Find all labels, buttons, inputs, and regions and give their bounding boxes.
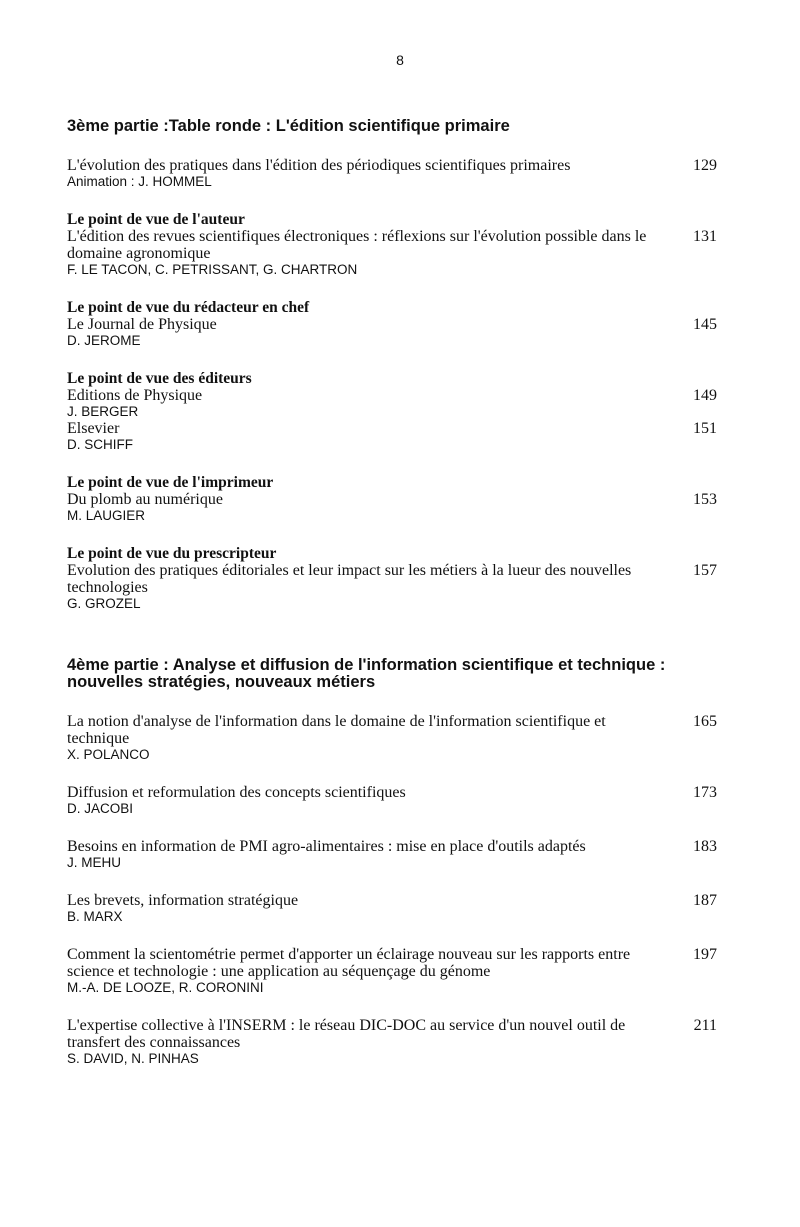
entry-page: 197	[693, 946, 717, 963]
toc-entry	[67, 713, 717, 763]
entry-authors: D. JEROME	[67, 333, 141, 348]
entry-title: La notion d'analyse de l'information dans le domaine de l'information scientifique et technique	[67, 713, 606, 747]
part-3-title: 3ème partie :Table ronde : L'édition scientifique primaire	[67, 117, 510, 135]
part-3-section	[67, 118, 717, 633]
entry-authors: B. MARX	[67, 909, 123, 924]
entry-page: 153	[693, 491, 717, 508]
toc-entry	[67, 474, 717, 524]
entry-page: 131	[693, 228, 717, 245]
entry-page: 211	[693, 1017, 717, 1034]
entry-authors: Animation : J. HOMMEL	[67, 174, 212, 189]
section-heading: Le point de vue de l'imprimeur	[67, 474, 274, 491]
entry-title: L'édition des revues scientifiques électroniques : réflexions sur l'évolution possible dans le domaine agronomique	[67, 228, 647, 262]
entry-authors: J. BERGER	[67, 404, 139, 419]
entry-title: Du plomb au numérique	[67, 491, 223, 508]
entry-page: 149	[693, 387, 717, 404]
entry-title: Elsevier	[67, 420, 120, 437]
toc-entry	[67, 838, 717, 871]
entry-title: Les brevets, information stratégique	[67, 892, 299, 909]
toc-entry	[67, 157, 717, 190]
entry-page: 145	[693, 316, 717, 333]
page-number: 8	[396, 52, 404, 68]
part-4-section	[67, 657, 717, 1088]
entry-title: Editions de Physique	[67, 387, 203, 404]
entry-page: 183	[693, 838, 717, 855]
entry-title: Besoins en information de PMI agro-alimentaires : mise en place d'outils adaptés	[67, 838, 586, 855]
entry-title: Comment la scientométrie permet d'apporter un éclairage nouveau sur les rapports entre science et technologie : une application au séquençage du génome	[67, 946, 631, 980]
toc-entry	[67, 946, 717, 996]
entry-authors: J. MEHU	[67, 855, 121, 870]
toc-entry	[67, 299, 717, 349]
entry-authors: D. SCHIFF	[67, 437, 133, 452]
part-4-title: 4ème partie : Analyse et diffusion de l'information scientifique et technique : nouvelles stratégies, nouveaux métiers	[67, 656, 666, 691]
entry-page: 157	[693, 562, 717, 579]
toc-entry	[67, 545, 717, 612]
toc-entry	[67, 370, 717, 420]
entry-page: 165	[693, 713, 717, 730]
section-heading: Le point de vue de l'auteur	[67, 211, 245, 228]
entry-authors: M. LAUGIER	[67, 508, 146, 523]
entry-title: Evolution des pratiques éditoriales et leur impact sur les métiers à la lueur des nouvelles technologies	[67, 562, 632, 596]
toc-entry	[67, 211, 717, 278]
entry-page: 187	[693, 892, 717, 909]
entry-authors: F. LE TACON, C. PETRISSANT, G. CHARTRON	[67, 262, 358, 277]
entry-title: Le Journal de Physique	[67, 316, 217, 333]
entry-title: Diffusion et reformulation des concepts scientifiques	[67, 784, 406, 801]
entry-authors: D. JACOBI	[67, 801, 134, 816]
entry-page: 151	[693, 420, 717, 437]
entry-page: 129	[693, 157, 717, 174]
section-heading: Le point de vue du rédacteur en chef	[67, 299, 310, 316]
entry-title: L'évolution des pratiques dans l'édition des périodiques scientifiques primaires	[67, 157, 571, 174]
toc-entry	[67, 892, 717, 925]
toc-entry	[67, 1017, 717, 1067]
entry-page: 173	[693, 784, 717, 801]
section-heading: Le point de vue des éditeurs	[67, 370, 252, 387]
entry-authors: S. DAVID, N. PINHAS	[67, 1051, 199, 1066]
entry-authors: X. POLANCO	[67, 747, 150, 762]
section-heading: Le point de vue du prescripteur	[67, 545, 277, 562]
entry-title: L'expertise collective à l'INSERM : le réseau DIC-DOC au service d'un nouvel outil de transfert des connaissances	[67, 1017, 626, 1051]
entry-authors: G. GROZEL	[67, 596, 141, 611]
toc-entry	[67, 420, 717, 453]
toc-entry	[67, 784, 717, 817]
entry-authors: M.-A. DE LOOZE, R. CORONINI	[67, 980, 264, 995]
